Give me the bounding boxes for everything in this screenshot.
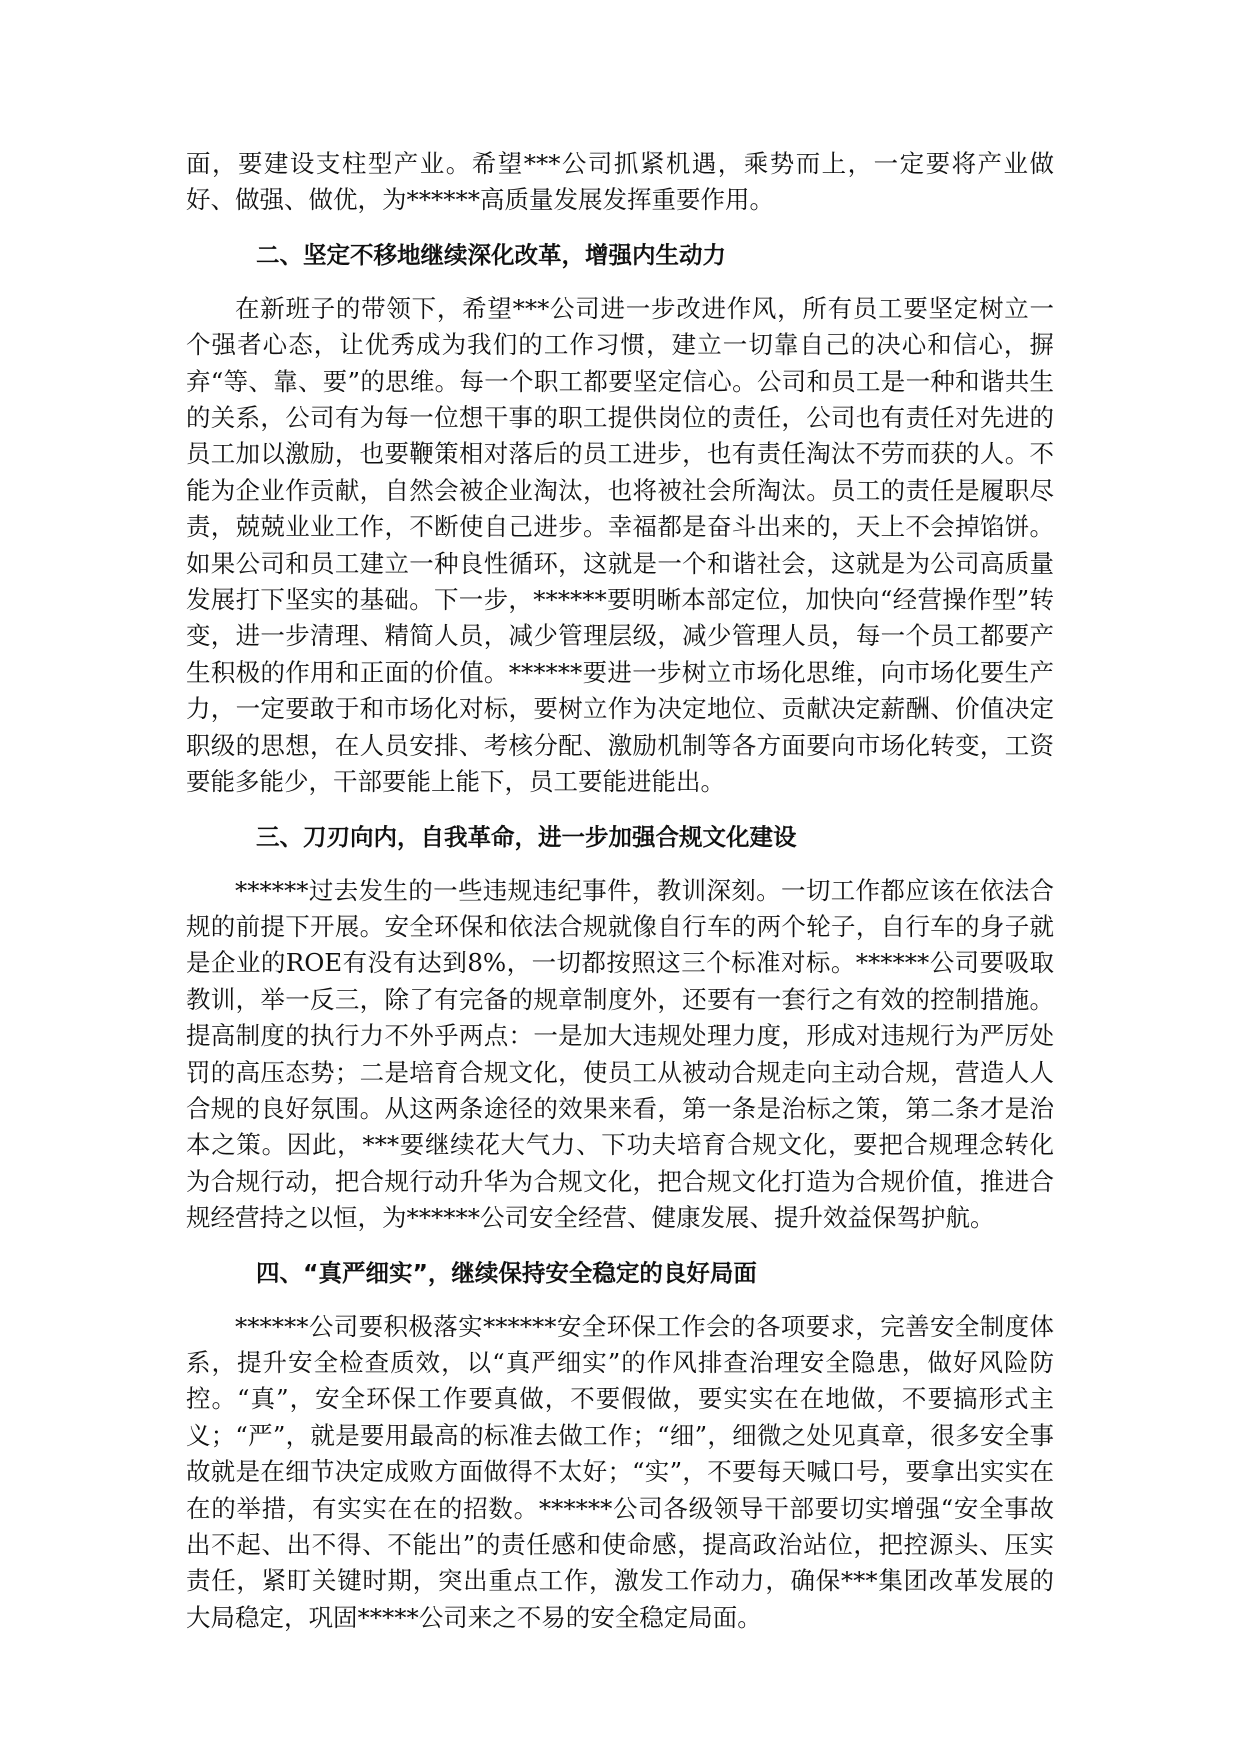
section-body-4: ******公司要积极落实******安全环保工作会的各项要求，完善安全制度体系，提升安全检查质效，以“真严细实”的作风排查治理安全隐患，做好风险防控。“真”，安全环保工作要真做，不要假做，要实实在在地做，不要搞形式主义；“严”，就是要用最高的标准去做工作；“细”，细微之处见真章，很多安全事故就是在细节决定成败方面做得不太好；“实”，不要每天喊口号，要拿出实实在在的举措，有实实在在的招数。******公司各级领导干部要切实增强“安全事故出不起、出不得、不能出”的责任感和使命感，提高政治站位，把控源头、压实责任，紧盯关键时期，突出重点工作，激发工作动力，确保***集团改革发展的大局稳定，巩固*****公司来之不易的安全稳定局面。 [186, 1311, 1054, 1632]
section-heading-4: 四、“真严细实”，继续保持安全稳定的良好局面 [256, 1258, 757, 1287]
section-body-3: ******过去发生的一些违规违纪事件，教训深刻。一切工作都应该在依法合规的前提下开展。安全环保和依法合规就像自行车的两个轮子，自行车的身子就是企业的ROE有没有达到8%，一切都按照这三个标准对标。******公司要吸取教训，举一反三，除了有完备的规章制度外，还要有一套行之有效的控制措施。提高制度的执行力不外乎两点：一是加大违规处理力度，形成对违规行为严厉处罚的高压态势；二是培育合规文化，使员工从被动合规走向主动合规，营造人人合规的良好氛围。从这两条途径的效果来看，第一条是治标之策，第二条才是治本之策。因此，***要继续花大气力、下功夫培育合规文化，要把合规理念转化为合规行动，把合规行动升华为合规文化，把合规文化打造为合规价值，推进合规经营持之以恒，为******公司安全经营、健康发展、提升效益保驾护航。 [186, 875, 1054, 1233]
document-page [186, 146, 1054, 1636]
intro-paragraph-tail: 面，要建设支柱型产业。希望***公司抓紧机遇，乘势而上，一定要将产业做好、做强、做优，为******高质量发展发挥重要作用。 [186, 149, 1054, 215]
section-heading-3: 三、刀刃向内，自我革命，进一步加强合规文化建设 [256, 822, 797, 851]
section-body-2: 在新班子的带领下，希望***公司进一步改进作风，所有员工要坚定树立一个强者心态，让优秀成为我们的工作习惯，建立一切靠自己的决心和信心，摒弃“等、靠、要”的思维。每一个职工都要坚定信心。公司和员工是一种和谐共生的关系，公司有为每一位想干事的职工提供岗位的责任，公司也有责任对先进的员工加以激励，也要鞭策相对落后的员工进步，也有责任淘汰不劳而获的人。不能为企业作贡献，自然会被企业淘汰，也将被社会所淘汰。员工的责任是履职尽责，兢兢业业工作，不断使自己进步。幸福都是奋斗出来的，天上不会掉馅饼。如果公司和员工建立一种良性循环，这就是一个和谐社会，这就是为公司高质量发展打下坚实的基础。下一步，******要明晰本部定位，加快向“经营操作型”转变，进一步清理、精简人员，减少管理层级，减少管理人员，每一个员工都要产生积极的作用和正面的价值。******要进一步树立市场化思维，向市场化要生产力，一定要敢于和市场化对标，要树立作为决定地位、贡献决定薪酬、价值决定职级的思想，在人员安排、考核分配、激励机制等各方面要向市场化转变，工资要能多能少，干部要能上能下，员工要能进能出。 [186, 293, 1054, 797]
section-heading-2: 二、坚定不移地继续深化改革，增强内生动力 [256, 240, 726, 269]
